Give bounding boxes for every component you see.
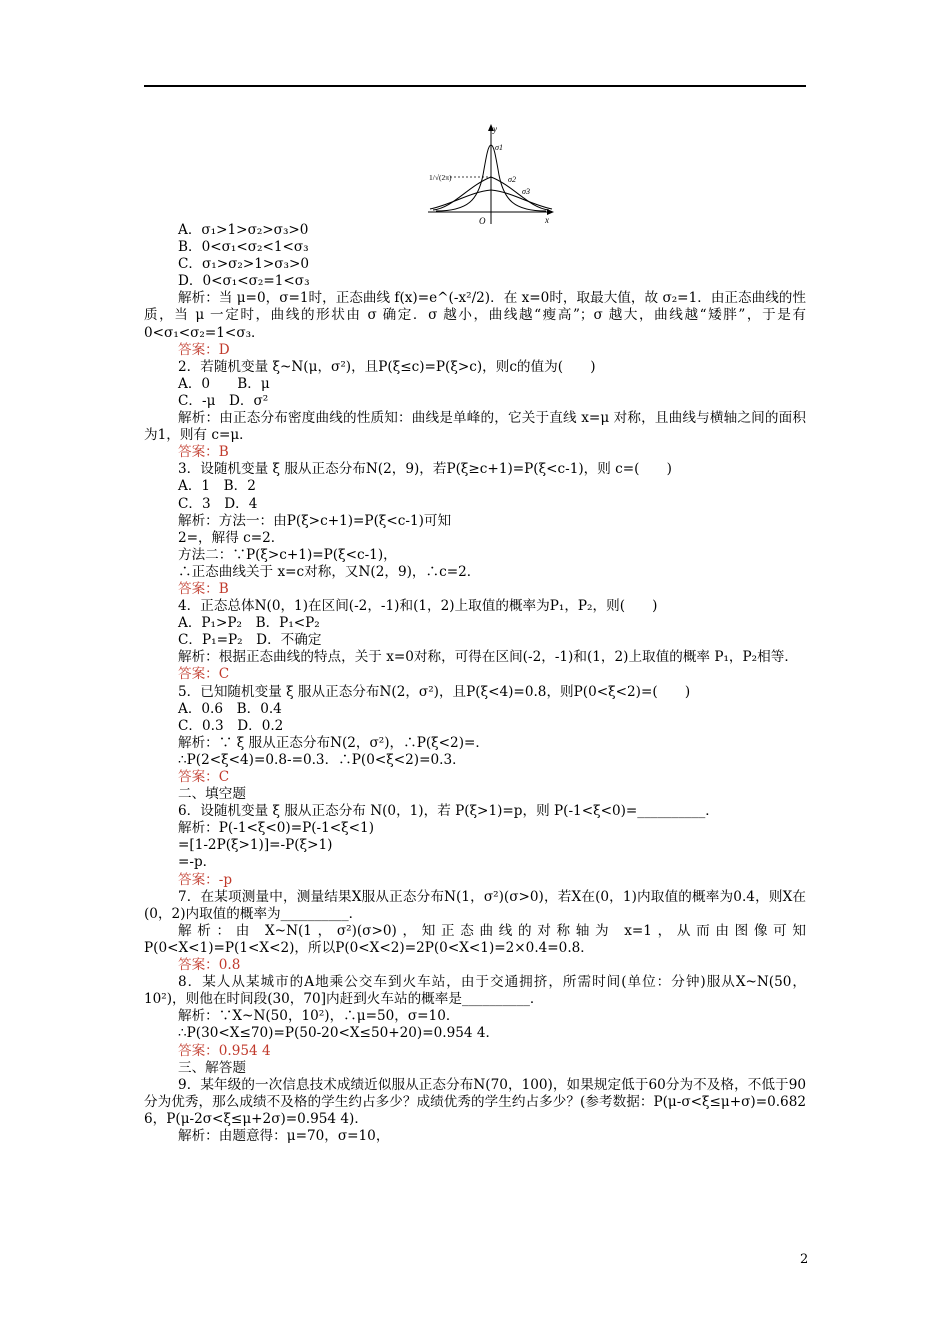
text-line: 5．已知随机变量 ξ 服从正态分布N(2，σ²)，且P(ξ<4)=0.8，则P(0<ξ<2)=( ): [178, 683, 691, 700]
text-line: 答案：B: [178, 444, 229, 461]
text-line: D．0<σ₁<σ₂=1<σ₃: [178, 273, 310, 290]
y-axis-label: y: [493, 124, 497, 134]
text-line: A．σ₁>1>σ₂>σ₃>0: [178, 222, 309, 238]
text-line: =-p．: [178, 854, 217, 871]
text-line: 答案：C: [178, 666, 230, 683]
text-line: B．0<σ₁<σ₂<1<σ₃: [178, 239, 309, 256]
text-line: 4．正态总体N(0，1)在区间(-2，-1)和(1，2)上取值的概率为P₁，P₂，则( ): [178, 598, 658, 615]
text-line: 答案：C: [178, 769, 230, 785]
text-line: 二、填空题: [178, 786, 246, 803]
text-line: 2=，解得 c=2．: [178, 529, 285, 546]
text-line: 解析：∵X~N(50，10²)，∴μ=50，σ=10．: [178, 1008, 460, 1025]
text-line: 答案：0.8: [178, 957, 241, 974]
text-line: A．P₁>P₂ B．P₁<P₂: [178, 615, 320, 632]
text-line: 答案：-p: [178, 871, 233, 888]
text-line: A．0 B．μ: [178, 375, 270, 392]
text-line: ∴P(30<X≤70)=P(50-20<X≤50+20)=0.954 4．: [178, 1025, 500, 1042]
sigma2-label: σ2: [508, 175, 516, 184]
text-line: 2．若随机变量 ξ~N(μ，σ²)，且P(ξ≤c)=P(ξ>c)，则c的值为( ): [178, 358, 596, 375]
text-line: C．-μ D．σ²: [178, 392, 269, 409]
x-axis-label: x: [545, 215, 549, 225]
document-body: [144, 222, 806, 1145]
text-line: 解析：由 X~N(1，σ²)(σ>0)，知正态曲线的对称轴为 x=1，从而由图像可知P(0<X<1)=P(1<X<2)，所以P(0<X<2)=2P(0<X<1)=2×0.4=0.8．: [144, 922, 806, 956]
text-line: 解析：P(-1<ξ<0)=P(-1<ξ<1): [178, 820, 374, 837]
text-line: A．0.6 B．0.4: [178, 700, 282, 717]
text-line: C．σ₁>σ₂>1>σ₃>0: [178, 256, 310, 273]
text-line: 8．某人从某城市的A地乘公交车到火车站，由于交通拥挤，所需时间(单位：分钟)服从X~N(50，10²)，则他在时间段(30，70]内赶到火车站的概率是__________．: [144, 974, 806, 1008]
text-line: 9．某年级的一次信息技术成绩近似服从正态分布N(70，100)，如果规定低于60分为不及格，不低于90分为优秀，那么成绩不及格的学生约占多少？成绩优秀的学生约占多少？(参考数据：P(μ-σ<ξ≤μ+σ)=0.682 6，P(μ-2σ<ξ≤μ+2σ)=0.954 4)．: [144, 1076, 806, 1127]
text-line: 解析：由题意得：μ=70，σ=10，: [178, 1127, 390, 1144]
text-line: 解析：当 μ=0，σ=1时，正态曲线 f(x)=e^(-x²/2)．在 x=0时，取最大值，故 σ₂=1．由正态曲线的性质，当 μ 一定时，曲线的形状由 σ 确定．σ 越小，曲线越“瘦高”；σ 越大，曲线越“矮胖”，于是有0<σ₁<σ₂=1<σ₃．: [144, 290, 806, 341]
peak-value-label: 1/√(2π): [429, 173, 452, 182]
page-number: 2: [800, 1252, 809, 1267]
text-line: 解析：∵ ξ 服从正态分布N(2，σ²)，∴P(ξ<2)=．: [178, 734, 489, 751]
text-line: 答案：B: [178, 580, 229, 597]
header-rule: [144, 85, 806, 87]
text-line: =[1-2P(ξ>1)]=-P(ξ>1): [178, 837, 333, 854]
text-line: C．0.3 D．0.2: [178, 717, 284, 734]
text-line: 7．在某项测量中，测量结果X服从正态分布N(1，σ²)(σ>0)，若X在(0，1)内取值的概率为0.4，则X在(0，2)内取值的概率为__________．: [144, 888, 806, 922]
sigma1-label: σ1: [495, 143, 503, 152]
text-line: 三、解答题: [178, 1059, 246, 1076]
sigma3-label: σ3: [522, 187, 530, 196]
text-line: C．P₁=P₂ D．不确定: [178, 632, 322, 649]
normal-curves-figure: [428, 120, 558, 226]
text-line: ∴正态曲线关于 x=c对称，又N(2，9)，∴c=2．: [178, 563, 481, 580]
text-line: 3．设随机变量 ξ 服从正态分布N(2，9)，若P(ξ≥c+1)=P(ξ<c-1)，则 c=( ): [178, 461, 672, 478]
text-line: ∴P(2<ξ<4)=0.8-=0.3．∴P(0<ξ<2)=0.3．: [178, 751, 466, 768]
origin-label: O: [479, 216, 486, 226]
text-line: A．1 B．2: [178, 478, 256, 495]
text-line: 解析：根据正态曲线的特点，关于 x=0对称，可得在区间(-2，-1)和(1，2)上取值的概率 P₁，P₂相等．: [178, 649, 798, 666]
text-line: 方法二：∵P(ξ>c+1)=P(ξ<c-1)，: [178, 546, 397, 563]
text-line: 解析：由正态分布密度曲线的性质知：曲线是单峰的，它关于直线 x=μ 对称，且曲线与横轴之间的面积为1，则有 c=μ．: [144, 410, 806, 444]
text-line: 解析：方法一：由P(ξ>c+1)=P(ξ<c-1)可知: [178, 512, 452, 529]
text-line: 答案：D: [178, 341, 230, 358]
text-line: 6．设随机变量 ξ 服从正态分布 N(0，1)，若 P(ξ>1)=p，则 P(-1<ξ<0)=__________．: [178, 803, 719, 820]
text-line: C．3 D．4: [178, 495, 258, 512]
text-line: 答案：0.954 4: [178, 1042, 271, 1059]
